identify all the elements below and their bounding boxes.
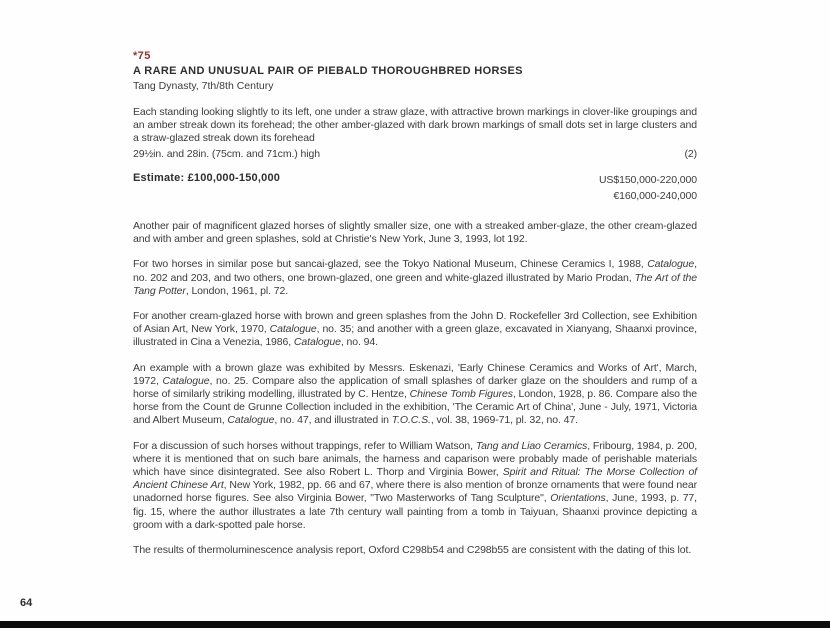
estimate-eur: €160,000-240,000: [613, 190, 697, 202]
estimate-row: [133, 172, 697, 204]
lot-period: Tang Dynasty, 7th/8th Century: [133, 80, 274, 92]
lot-number: *75: [133, 50, 151, 62]
note-paragraph: An example with a brown glaze was exhibited by Messrs. Eskenazi, 'Early Chinese Ceramics and Works of Art', March, 1972, Catalogue, no. 25. Compare also the application of small splashes of darker glaze on the shoulders and rump of a horse of similarly striking modelling, illustrated by C. Hentze, Chinese Tomb Figures, London, 1928, p. 86. Compare also the horse from the Count de Grunne Collection included in the exhibition, 'The Ceramic Art of China', June - July, 1971, Victoria and Albert Museum, Catalogue, no. 47, and illustrated in T.O.C.S., vol. 38, 1969-71, pl. 32, no. 47.: [133, 361, 697, 427]
lot-title: A RARE AND UNUSUAL PAIR OF PIEBALD THOROUGHBRED HORSES: [133, 65, 523, 77]
dimensions-row: [133, 148, 697, 161]
page-number: 64: [20, 597, 33, 609]
lot-dimensions: 29½in. and 28in. (75cm. and 71cm.) high: [133, 148, 320, 160]
lot-description: Each standing looking slightly to its left, one under a straw glaze, with attractive brown markings in clover-like groupings and an amber streak down its forehead; the other amber-glazed with dark brown markings of small dots set in large clusters and a straw-glazed streak down its forehead: [133, 106, 697, 144]
note-paragraph: For a discussion of such horses without trappings, refer to William Watson, Tang and Liao Ceramics, Fribourg, 1984, p. 200, where it is mentioned that on such bare animals, the harness and caparison were probably made of perishable materials which have since disintegrated. See also Robert L. Thorp and Virginia Bower, Spirit and Ritual: The Morse Collection of Ancient Chinese Art, New York, 1982, pp. 66 and 67, where there is also mention of bronze ornaments that were found near unadorned horse figures. See also Virginia Bower, "Two Masterworks of Tang Sculpture", Orientations, June, 1993, p. 77, fig. 15, where the author illustrates a late 7th century wall painting from a tomb in Taiyuan, Shaanxi province depicting a groom with a dark-spotted pale horse.: [133, 439, 698, 531]
note-paragraph: For two horses in similar pose but sancai-glazed, see the Tokyo National Museum, Chinese Ceramics I, 1988, Catalogue, no. 202 and 203, and two others, one brown-glazed, one green and white-glazed illustrated by Mario Prodan, The Art of the Tang Potter, London, 1961, pl. 72.: [133, 258, 698, 297]
note-paragraph: For another cream-glazed horse with brown and green splashes from the John D. Rockefeller 3rd Collection, see Exhibition of Asian Art, New York, 1970, Catalogue, no. 35; and another with a green glaze, excavated in Xianyang, Shaanxi province, illustrated in Cina a Venezia, 1986, Catalogue, no. 94.: [133, 310, 697, 349]
catalog-notes: [133, 220, 697, 557]
estimate-usd: US$150,000-220,000: [598, 174, 697, 186]
lot-entry: [133, 50, 697, 569]
note-paragraph: Another pair of magnificent glazed horses of slightly smaller size, one with a streaked amber-glaze, the other cream-glazed and with amber and green splashes, sold at Christie's New York, June 3, 1993, lot 192.: [133, 220, 697, 246]
estimate-gbp: Estimate: £100,000-150,000: [133, 172, 281, 184]
estimate-conversions: [599, 172, 697, 204]
note-paragraph: The results of thermoluminescence analysis report, Oxford C298b54 and C298b55 are consistent with the dating of this lot.: [133, 544, 692, 557]
lot-quantity: (2): [684, 148, 697, 160]
page-edge-bar: [0, 621, 830, 628]
